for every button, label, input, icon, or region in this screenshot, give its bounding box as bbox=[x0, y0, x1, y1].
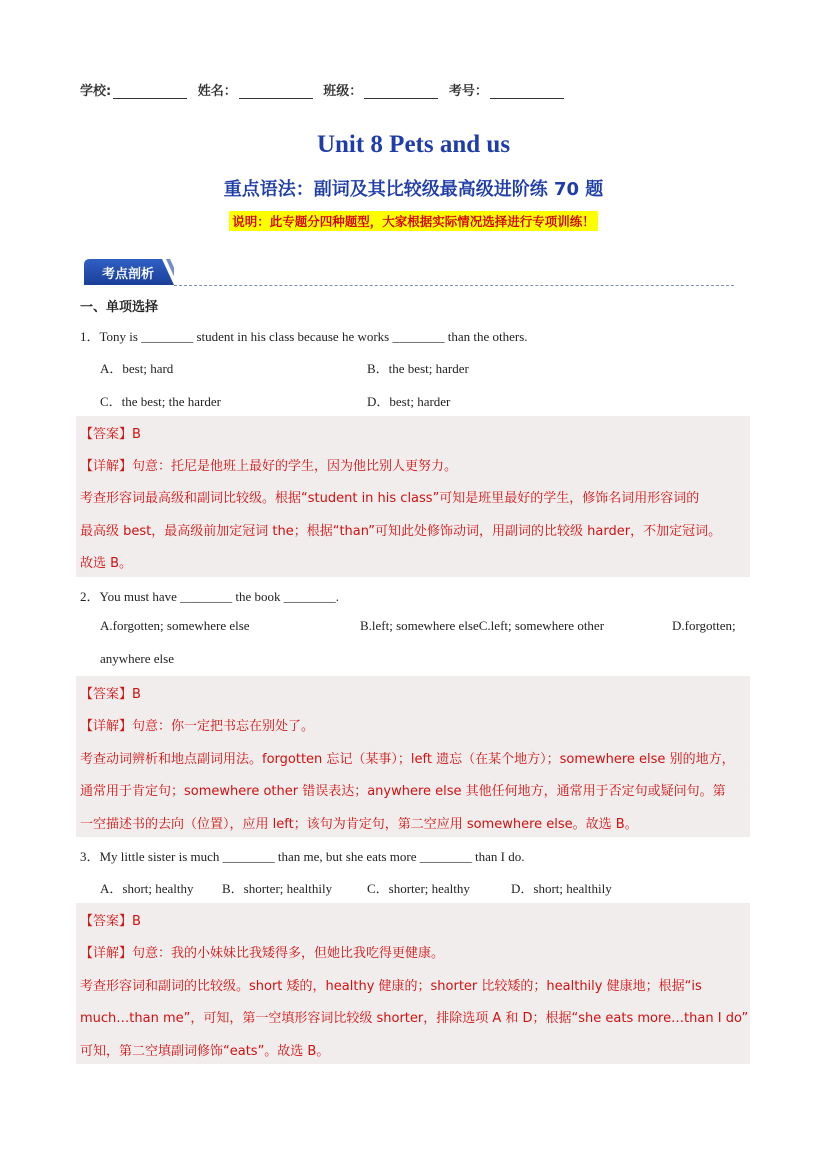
q1-answer: 【答案】B bbox=[80, 427, 141, 442]
page-title: Unit 8 Pets and us bbox=[316, 131, 511, 158]
section-heading: 一、单项选择 bbox=[80, 300, 159, 315]
instruction-note: 说明：此专题分四种题型，大家根据实际情况选择进行专项训练！ bbox=[229, 211, 598, 231]
q2-option-b-c[interactable]: B.left; somewhere elseC.left; somewhere other bbox=[360, 618, 605, 633]
exam-number-blank[interactable] bbox=[490, 86, 564, 99]
q2-answer: 【答案】B bbox=[80, 687, 141, 702]
school-blank[interactable] bbox=[113, 86, 187, 99]
q1-detail: 【详解】句意：托尼是他班上最好的学生，因为他比别人更努力。 bbox=[80, 459, 458, 474]
name-label: 姓名： bbox=[197, 84, 237, 99]
q1-option-a[interactable]: A．best; hard bbox=[100, 361, 174, 376]
school-label: 学校: bbox=[80, 84, 112, 99]
class-blank[interactable] bbox=[364, 86, 438, 99]
q1-explanation-line-1: 考查形容词最高级和副词比较级。根据“student in his class”可知是班里最好的学生，修饰名词用形容词的 bbox=[80, 491, 700, 506]
q2-explanation-line-1: 考查动词辨析和地点副词用法。forgotten 忘记（某事）；left 遗忘（在某个地方）；somewhere else 别的地方， bbox=[80, 752, 735, 767]
q3-option-b[interactable]: B．shorter; healthily bbox=[222, 881, 333, 896]
question-3-stem: 3．My little sister is much ________ than me, but she eats more ________ than I do. bbox=[80, 849, 525, 864]
q1-explanation-line-2: 最高级 best，最高级前加定冠词 the；根据“than”可知此处修饰动词，用副词的比较级 harder，不加定冠词。 bbox=[80, 524, 722, 539]
q3-explanation-line-2: much…than me”，可知，第一空填形容词比较级 shorter，排除选项 A 和 D；根据“she eats more…than I do” bbox=[80, 1011, 749, 1026]
exam-number-label: 考号： bbox=[448, 84, 488, 99]
q1-explanation-line-3: 故选 B。 bbox=[80, 556, 133, 571]
q2-option-d[interactable]: D.forgotten; bbox=[672, 618, 736, 633]
dashed-divider bbox=[174, 285, 734, 286]
class-label: 班级： bbox=[323, 84, 363, 99]
q3-option-d[interactable]: D．short; healthily bbox=[511, 881, 612, 896]
q3-explanation-line-1: 考查形容词和副词的比较级。short 矮的，healthy 健康的；shorter 比较矮的；healthily 健康地；根据“is bbox=[80, 979, 702, 994]
student-info-line bbox=[80, 80, 570, 99]
q3-detail: 【详解】句意：我的小妹妹比我矮得多，但她比我吃得更健康。 bbox=[80, 946, 445, 961]
q3-answer: 【答案】B bbox=[80, 914, 141, 929]
q2-option-a[interactable]: A.forgotten; somewhere else bbox=[100, 618, 250, 633]
question-1-stem: 1．Tony is ________ student in his class because he works ________ than the others. bbox=[80, 329, 528, 344]
name-blank[interactable] bbox=[239, 86, 313, 99]
page-subtitle: 重点语法：副词及其比较级最高级进阶练 70 题 bbox=[223, 179, 604, 200]
q3-option-c[interactable]: C．shorter; healthy bbox=[367, 881, 470, 896]
q2-explanation-line-2: 通常用于肯定句；somewhere other 错误表达；anywhere else 其他任何地方，通常用于否定句或疑问句。第 bbox=[80, 784, 726, 799]
section-tag-label: 考点剖析 bbox=[102, 267, 155, 282]
q2-explanation-line-3: 一空描述书的去向（位置），应用 left；该句为肯定句，第二空应用 somewhere else。故选 B。 bbox=[80, 817, 638, 832]
note-wrapper bbox=[0, 211, 827, 231]
q3-explanation-line-3: 可知，第二空填副词修饰“eats”。故选 B。 bbox=[80, 1044, 330, 1059]
q2-detail: 【详解】句意：你一定把书忘在别处了。 bbox=[80, 719, 315, 734]
q2-option-d-continued[interactable]: anywhere else bbox=[100, 651, 174, 666]
q1-option-d[interactable]: D．best; harder bbox=[367, 394, 451, 409]
q3-option-a[interactable]: A．short; healthy bbox=[100, 881, 194, 896]
q1-option-c[interactable]: C．the best; the harder bbox=[100, 394, 221, 409]
q1-option-b[interactable]: B．the best; harder bbox=[367, 361, 469, 376]
question-2-stem: 2．You must have ________ the book ________. bbox=[80, 589, 340, 604]
